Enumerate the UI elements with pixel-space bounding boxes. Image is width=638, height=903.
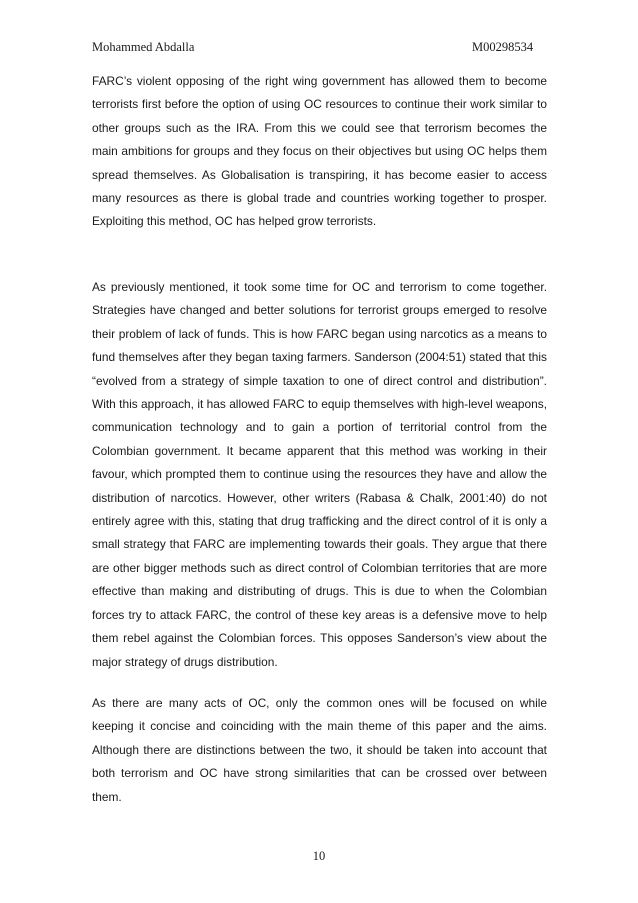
paragraph-oc-similarities — [92, 692, 547, 809]
page-header — [92, 40, 542, 56]
paragraph-text: FARC’s violent opposing of the right wing government has allowed them to become terrorists first before the option of using OC resources to continue their work similar to other groups such as the IRA. From this we could see that terrorism becomes the main ambitions for groups and they focus on their objectives but using OC helps them spread themselves. As Globalisation is transpiring, it has become easier to access many resources as there is global trade and countries working together to prosper. Exploiting this method, OC has helped grow terrorists. — [92, 74, 547, 229]
author-name: Mohammed Abdalla — [92, 40, 195, 54]
paragraph-narcotics-strategy — [92, 276, 547, 674]
paragraph-farc-terrorism — [92, 70, 547, 234]
paragraph-text: As there are many acts of OC, only the common ones will be focused on while keeping it concise and coinciding with the main theme of this paper and the aims. Although there are distinctions between the two, it should be taken into account that both terrorism and OC have strong similarities that can be crossed over between them. — [92, 696, 547, 804]
student-id: M00298534 — [472, 40, 534, 54]
page-number: 10 — [312, 849, 326, 863]
paragraph-text: As previously mentioned, it took some time for OC and terrorism to come together. Strategies have changed and better solutions for terrorist groups emerged to resolve their problem of lack of funds. This is how FARC began using narcotics as a means to fund themselves after they began taxing farmers. Sanderson (2004:51) stated that this “evolved from a strategy of simple taxation to one of direct control and distribution”. With this approach, it has allowed FARC to equip themselves with high-level weapons, communication technology and to gain a portion of territorial control from the Colombian government. It became apparent that this method was working in their favour, which prompted them to continue using the resources they have and allow the distribution of narcotics. However, other writers (Rabasa & Chalk, 2001:40) do not entirely agree with this, stating that drug trafficking and the direct control of it is only a small strategy that FARC are implementing towards their goals. They argue that there are other bigger methods such as direct control of Colombian territories that are more effective than making and distributing of drugs. This is due to when the Colombian forces try to attack FARC, the control of these key areas is a defensive move to help them rebel against the Colombian forces. This opposes Sanderson’s view about the major strategy of drugs distribution. — [92, 280, 547, 669]
